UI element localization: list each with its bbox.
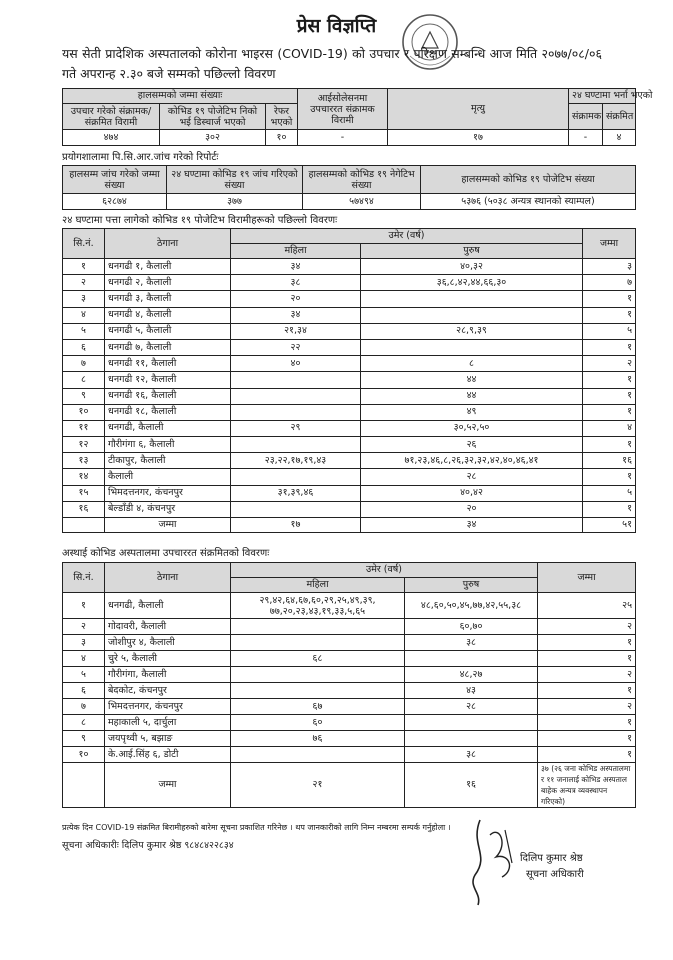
table3-row: [63, 651, 636, 667]
table3-sn-cell: २: [63, 619, 105, 635]
age-header: उमेर (वर्ष): [231, 563, 538, 578]
table2-row: [63, 437, 636, 453]
table3-address-cell: बेदकोट, कंचनपुर: [105, 683, 231, 699]
table3-address-cell: के.आई.सिंह ६, डोटी: [105, 747, 231, 763]
table3-total-cell: १: [538, 747, 636, 763]
table2-row: [63, 485, 636, 501]
summary-table: [62, 88, 653, 146]
table2-row: [63, 453, 636, 469]
table2-female-cell: [231, 372, 361, 388]
table2-address-cell: धनगढी ७, कैलाली: [105, 339, 231, 355]
table2-female-cell: २३,२२,१७,१९,४३: [231, 453, 361, 469]
table2-male-cell: ३६,८,४२,४४,६६,३०: [361, 275, 583, 291]
table3-row: [63, 635, 636, 651]
table3-total-cell: १: [538, 715, 636, 731]
table2-total-cell: १: [583, 291, 636, 307]
table2-address-cell: गौरीगंगा ६, कैलाली: [105, 437, 231, 453]
table2-sum-female: १७: [231, 518, 361, 533]
table2-total-cell: १: [583, 372, 636, 388]
table2-female-cell: ४०: [231, 356, 361, 372]
table2-female-cell: [231, 437, 361, 453]
lab-table: [62, 165, 636, 210]
group-total-header: हालसम्मको जम्मा संख्याः: [63, 89, 298, 104]
address-header: ठेगाना: [105, 563, 231, 593]
table3-address-cell: महाकाली ५, दार्चुला: [105, 715, 231, 731]
table3-male-cell: ४८,६०,५०,४५,७७,४२,५५,३८: [405, 593, 538, 619]
table2-address-cell: धनगढी २, कैलाली: [105, 275, 231, 291]
table3-sum-label: जम्मा: [105, 763, 231, 808]
table2-address-cell: भिमदत्तनगर, कंचनपुर: [105, 485, 231, 501]
table2-sn-cell: ४: [63, 307, 105, 323]
table3-address-cell: जोशीपुर ४, कैलाली: [105, 635, 231, 651]
table3-male-cell: ३८: [405, 747, 538, 763]
table3-row: [63, 715, 636, 731]
lab-24h-header: २४ घण्टामा कोभिड १९ जांच गरिएको संख्या: [167, 166, 303, 194]
table3-row: [63, 667, 636, 683]
table3-female-cell: ७६: [231, 731, 405, 747]
treated-header: उपचार गरेको संक्रामक/संक्रमित विरामी: [63, 104, 160, 130]
table2-sn-cell: ५: [63, 323, 105, 339]
table3-female-cell: [231, 619, 405, 635]
table2-total-cell: १: [583, 437, 636, 453]
table2-address-cell: धनगढी, कैलाली: [105, 420, 231, 436]
table3-body: [63, 593, 636, 763]
table2-sum-label: जम्मा: [105, 518, 231, 533]
table2-total-cell: ३: [583, 259, 636, 275]
table2-address-cell: धनगढी ४, कैलाली: [105, 307, 231, 323]
table2-male-cell: ८: [361, 356, 583, 372]
table2-female-cell: [231, 388, 361, 404]
lab-negative-header: हालसम्मको कोभिड १९ नेगेटिभ संख्या: [303, 166, 421, 194]
isolation-value: -: [298, 130, 388, 146]
table3-total-cell: १: [538, 635, 636, 651]
table3-total-cell: १: [538, 651, 636, 667]
table3-male-cell: ४३: [405, 683, 538, 699]
table2-total-cell: १: [583, 388, 636, 404]
daily-note: प्रत्येक दिन COVID-19 संक्रमित बिरामीहरुको बारेमा सूचना प्रकाशित गरिनेछ । थप जानकारीको लागि निम्न नम्बरमा सम्पर्क गर्नुहोला ।: [62, 823, 451, 832]
table2-sum-male: ३४: [361, 518, 583, 533]
table2-male-cell: २६: [361, 437, 583, 453]
table2-female-cell: ३४: [231, 307, 361, 323]
death-header: मृत्यु: [388, 89, 569, 130]
table2-male-cell: २८: [361, 469, 583, 485]
table2-female-cell: ३८: [231, 275, 361, 291]
table2-male-cell: ४९: [361, 404, 583, 420]
table2-female-cell: [231, 501, 361, 517]
table3-total-cell: १: [538, 683, 636, 699]
table2-total-cell: ५: [583, 485, 636, 501]
suspect-header: संक्रामक: [569, 104, 603, 130]
table2-row: [63, 501, 636, 517]
table2-address-cell: धनगढी १६, कैलाली: [105, 388, 231, 404]
isolation-header: आईसोलेसनमा उपचाररत संक्रामक विरामी: [298, 89, 388, 130]
table2-sn-cell: ६: [63, 339, 105, 355]
table2-male-cell: ४४: [361, 388, 583, 404]
sn-header: सि.नं.: [63, 229, 105, 259]
table3-sn-cell: १०: [63, 747, 105, 763]
lab-positive-value: ५३७६ (५०३८ अन्यत्र स्थानको स्याम्पल): [421, 194, 636, 210]
age-header: उमेर (वर्ष): [231, 229, 583, 244]
table2-address-cell: धनगढी १८, कैलाली: [105, 404, 231, 420]
table3-address-cell: गोदावरी, कैलाली: [105, 619, 231, 635]
infected-header: संक्रमित: [603, 104, 636, 130]
total-header: जम्मा: [583, 229, 636, 259]
table3-row: [63, 593, 636, 619]
table3-sum-total: ३७ (२६ जना कोभिड अस्पतालमा र ११ जनालाई कोभिड अस्पताल बाहेक अन्यत्र व्यवस्थापन गरिएको): [538, 763, 636, 808]
table2-sn-cell: १: [63, 259, 105, 275]
table2-row: [63, 388, 636, 404]
table3-female-cell: [231, 683, 405, 699]
positive-24h-table: [62, 228, 636, 533]
table2-row: [63, 404, 636, 420]
table2-total-cell: ७: [583, 275, 636, 291]
table2-address-cell: धनगढी १२, कैलाली: [105, 372, 231, 388]
male-header: पुरुष: [405, 578, 538, 593]
table2-male-cell: ७१,२३,४६,८,२६,३२,३२,४२,४०,४६,४१: [361, 453, 583, 469]
table2-male-cell: [361, 307, 583, 323]
female-header: महिला: [231, 244, 361, 259]
table2-sn-cell: १६: [63, 501, 105, 517]
table2-row: [63, 275, 636, 291]
table3-sn-cell: ६: [63, 683, 105, 699]
temporary-hospital-table: [62, 562, 636, 808]
table2-female-cell: २०: [231, 291, 361, 307]
table2-row: [63, 420, 636, 436]
table2-male-cell: ४०,३२: [361, 259, 583, 275]
table2-sn-cell: ८: [63, 372, 105, 388]
table3-male-cell: [405, 715, 538, 731]
info-officer-line: सूचना अधिकारीः दिलिप कुमार श्रेष्ठ ९८४८४२२८३४: [62, 840, 234, 851]
press-release-title: प्रेस विज्ञप्ति: [296, 15, 377, 37]
table3-address-cell: जयपृथ्वी ५, बझाङ: [105, 731, 231, 747]
table3-sum-female: २१: [231, 763, 405, 808]
table2-row: [63, 259, 636, 275]
table2-total-cell: १: [583, 501, 636, 517]
table3-row: [63, 731, 636, 747]
referred-header: रेफर भएको: [266, 104, 298, 130]
table2-male-cell: २०: [361, 501, 583, 517]
table2-row: [63, 307, 636, 323]
lab-24h-value: ३७७: [167, 194, 303, 210]
table2-male-cell: ४४: [361, 372, 583, 388]
table2-male-cell: ४०,४२: [361, 485, 583, 501]
table2-sum-total: ५१: [583, 518, 636, 533]
table3-row: [63, 683, 636, 699]
table2-total-cell: ४: [583, 420, 636, 436]
table2-sn-cell: ३: [63, 291, 105, 307]
table2-row: [63, 323, 636, 339]
table2-total-cell: ५: [583, 323, 636, 339]
address-header: ठेगाना: [105, 229, 231, 259]
table2-address-cell: कैलाली: [105, 469, 231, 485]
total-header: जम्मा: [538, 563, 636, 593]
table2-female-cell: [231, 404, 361, 420]
table3-sn-cell: ७: [63, 699, 105, 715]
lab-positive-header: हालसम्मको कोभिड १९ पोजेटिभ संख्या: [421, 166, 636, 194]
table3-total-cell: २५: [538, 593, 636, 619]
table2-total-cell: १६: [583, 453, 636, 469]
table3-female-cell: ६८: [231, 651, 405, 667]
table2-address-cell: धनगढी १, कैलाली: [105, 259, 231, 275]
table3-male-cell: [405, 731, 538, 747]
discharged-header: कोभिड १९ पोजेटिभ निको भई डिस्चार्ज भएको: [160, 104, 266, 130]
table2-row: [63, 291, 636, 307]
table3-male-cell: ४८,२७: [405, 667, 538, 683]
table3-address-cell: भिमदत्तनगर, कंचनपुर: [105, 699, 231, 715]
table3-address-cell: धनगढी, कैलाली: [105, 593, 231, 619]
table3-total-cell: १: [538, 731, 636, 747]
death-value: १७: [388, 130, 569, 146]
table2-row: [63, 372, 636, 388]
table3-row: [63, 747, 636, 763]
table3-sn-cell: ४: [63, 651, 105, 667]
table2-total-cell: १: [583, 404, 636, 420]
lab-negative-value: ५७४९४: [303, 194, 421, 210]
table3-caption: अस्थाई कोभिड अस्पतालमा उपचाररत संक्रमितको विवरणः: [62, 548, 270, 559]
signatory-name: दिलिप कुमार श्रेष्ठ: [520, 853, 583, 864]
suspect-value: -: [569, 130, 603, 146]
table3-male-cell: [405, 651, 538, 667]
table2-male-cell: [361, 291, 583, 307]
table3-row: [63, 699, 636, 715]
table3-row: [63, 619, 636, 635]
table2-male-cell: [361, 339, 583, 355]
male-header: पुरुष: [361, 244, 583, 259]
table3-address-cell: चुरे ५, कैलाली: [105, 651, 231, 667]
table2-female-cell: २९: [231, 420, 361, 436]
table3-sum-male: १६: [405, 763, 538, 808]
table3-female-cell: ६०: [231, 715, 405, 731]
table2-sn-cell: १५: [63, 485, 105, 501]
table2-sn-cell: ९: [63, 388, 105, 404]
table2-sn-cell: १४: [63, 469, 105, 485]
table3-female-cell: [231, 635, 405, 651]
table3-total-cell: २: [538, 667, 636, 683]
table2-male-cell: ३०,५२,५०: [361, 420, 583, 436]
table2-total-cell: १: [583, 469, 636, 485]
referred-value: १०: [266, 130, 298, 146]
table2-female-cell: [231, 469, 361, 485]
group-24h-header: २४ घण्टामा भर्ना भएको: [569, 89, 636, 104]
treated-value: ४७४: [63, 130, 160, 146]
table3-sn-cell: ५: [63, 667, 105, 683]
table2-caption: २४ घण्टामा पत्ता लागेको कोभिड १९ पोजेटिभ विरामीहरूको पछिल्लो विवरणः: [62, 215, 338, 226]
table2-sn-cell: ११: [63, 420, 105, 436]
lab-total-value: ६२८७४: [63, 194, 167, 210]
lab-total-header: हालसम्म जांच गरेको जम्मा संख्या: [63, 166, 167, 194]
table2-male-cell: २८,९,३९: [361, 323, 583, 339]
table3-female-cell: [231, 667, 405, 683]
table3-address-cell: गौरीगंगा, कैलाली: [105, 667, 231, 683]
table2-address-cell: धनगढी ५, कैलाली: [105, 323, 231, 339]
table3-female-cell: ६७: [231, 699, 405, 715]
table3-total-cell: २: [538, 699, 636, 715]
signatory-title: सूचना अधिकारी: [526, 869, 584, 880]
table2-row: [63, 356, 636, 372]
table3-sn-cell: ८: [63, 715, 105, 731]
lab-caption: प्रयोगशालामा पि.सि.आर.जांच गरेको रिपोर्टः: [62, 152, 219, 163]
female-header: महिला: [231, 578, 405, 593]
table2-total-cell: १: [583, 307, 636, 323]
table3-male-cell: २८: [405, 699, 538, 715]
table2-address-cell: बेल्डाँडी ४, कंचनपुर: [105, 501, 231, 517]
table3-male-cell: ६०,७०: [405, 619, 538, 635]
discharged-value: ३०२: [160, 130, 266, 146]
table2-sn-cell: १३: [63, 453, 105, 469]
table2-sn-cell: १०: [63, 404, 105, 420]
table2-address-cell: धनगढी ३, कैलाली: [105, 291, 231, 307]
table2-address-cell: टीकापुर, कैलाली: [105, 453, 231, 469]
table2-female-cell: २१,३४: [231, 323, 361, 339]
table2-female-cell: २२: [231, 339, 361, 355]
table3-female-cell: २९,४२,६४,६७,६०,२९,२५,४९,३९, ७७,२०,२३,४३,१९,३३,५,६५: [231, 593, 405, 619]
table3-sn-cell: १: [63, 593, 105, 619]
table2-female-cell: ३१,३९,४६: [231, 485, 361, 501]
table2-address-cell: धनगढी ११, कैलाली: [105, 356, 231, 372]
table2-sn-cell: २: [63, 275, 105, 291]
table3-sn-cell: ९: [63, 731, 105, 747]
table2-body: [63, 259, 636, 518]
table2-total-cell: १: [583, 339, 636, 355]
table2-row: [63, 469, 636, 485]
sn-header: सि.नं.: [63, 563, 105, 593]
table2-total-cell: २: [583, 356, 636, 372]
table2-sn-cell: ७: [63, 356, 105, 372]
infected-value: ४: [603, 130, 636, 146]
intro-paragraph: यस सेती प्रादेशिक अस्पतालको कोरोना भाइरस (COVID-19) को उपचार र परिक्षण सम्बन्धि आज मिति २०७७/०८/०६ गते अपरान्ह २.३० बजे सम्मको पछिल्लो विवरण: [62, 46, 602, 81]
table3-female-cell: [231, 747, 405, 763]
table3-male-cell: ३८: [405, 635, 538, 651]
table3-total-cell: २: [538, 619, 636, 635]
table2-row: [63, 339, 636, 355]
table2-female-cell: ३४: [231, 259, 361, 275]
table3-sn-cell: ३: [63, 635, 105, 651]
table2-sn-cell: १२: [63, 437, 105, 453]
